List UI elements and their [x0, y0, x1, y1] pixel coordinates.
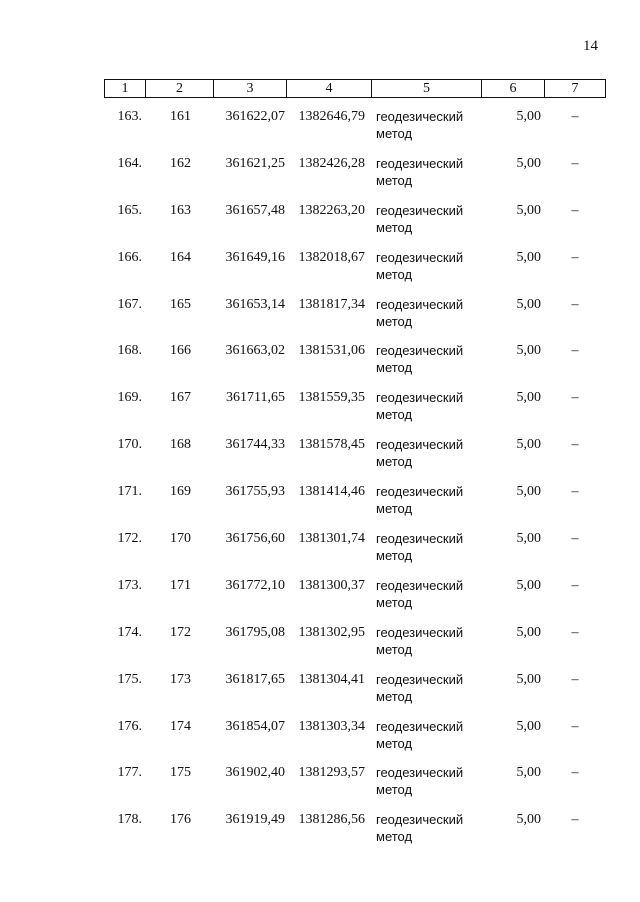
- accuracy: 5,00: [516, 718, 541, 734]
- note: –: [571, 671, 579, 687]
- coordinate-x: 361919,49: [225, 812, 285, 828]
- table-row: [0, 108, 640, 155]
- coordinate-y: 1381304,41: [298, 671, 365, 687]
- header-cell-3: 3: [214, 80, 287, 98]
- table-row: [0, 764, 640, 811]
- accuracy: 5,00: [516, 437, 541, 453]
- accuracy: 5,00: [516, 765, 541, 781]
- header-cell-5: 5: [372, 80, 482, 98]
- point-number: 173: [170, 671, 191, 687]
- header-row: [105, 80, 606, 98]
- accuracy: 5,00: [516, 202, 541, 218]
- row-number: 164.: [117, 155, 142, 171]
- row-number: 178.: [117, 812, 142, 828]
- coordinate-x: 361621,25: [225, 155, 285, 171]
- coordinate-x: 361902,40: [225, 765, 285, 781]
- row-number: 167.: [117, 296, 142, 312]
- coordinate-x: 361649,16: [225, 249, 285, 265]
- coordinate-table-body: [0, 108, 640, 858]
- table-row: [0, 296, 640, 343]
- coordinate-x: 361817,65: [225, 671, 285, 687]
- header-cell-7: 7: [545, 80, 606, 98]
- note: –: [571, 437, 579, 453]
- method: геодезический метод: [376, 390, 464, 423]
- accuracy: 5,00: [516, 624, 541, 640]
- method: геодезический метод: [376, 624, 464, 657]
- accuracy: 5,00: [516, 296, 541, 312]
- row-number: 169.: [117, 390, 142, 406]
- method: геодезический метод: [376, 577, 464, 610]
- table-row: [0, 483, 640, 530]
- method: геодезический метод: [376, 155, 464, 188]
- accuracy: 5,00: [516, 109, 541, 124]
- header-cell-1: 1: [105, 80, 146, 98]
- coordinate-x: 361711,65: [226, 390, 285, 406]
- method: геодезический метод: [376, 812, 464, 845]
- coordinate-x: 361755,93: [225, 484, 285, 500]
- row-number: 165.: [117, 202, 142, 218]
- note: –: [571, 390, 579, 406]
- row-number: 176.: [117, 718, 142, 734]
- coordinate-y: 1381302,95: [298, 624, 365, 640]
- accuracy: 5,00: [516, 343, 541, 359]
- point-number: 167: [170, 390, 191, 406]
- coordinate-x: 361772,10: [225, 577, 285, 593]
- row-number: 166.: [117, 249, 142, 265]
- coordinate-y: 1381414,46: [298, 484, 365, 500]
- table-row: [0, 155, 640, 202]
- point-number: 164: [170, 249, 191, 265]
- method: геодезический метод: [376, 765, 464, 798]
- coordinate-y: 1382426,28: [298, 155, 365, 171]
- point-number: 165: [170, 296, 191, 312]
- table-row: [0, 718, 640, 765]
- coordinate-x: 361657,48: [225, 202, 285, 218]
- note: –: [571, 765, 579, 781]
- coordinate-y: 1382263,20: [298, 202, 365, 218]
- note: –: [571, 577, 579, 593]
- method: геодезический метод: [376, 343, 464, 376]
- note: –: [571, 296, 579, 312]
- method: геодезический метод: [376, 296, 464, 329]
- point-number: 174: [170, 718, 191, 734]
- header-cell-2: 2: [146, 80, 214, 98]
- point-number: 162: [170, 155, 191, 171]
- coordinate-x: 361622,07: [225, 109, 285, 124]
- row-number: 174.: [117, 624, 142, 640]
- note: –: [571, 812, 579, 828]
- table-row: [0, 389, 640, 436]
- note: –: [571, 109, 579, 124]
- note: –: [571, 249, 579, 265]
- table-row: [0, 202, 640, 249]
- accuracy: 5,00: [516, 484, 541, 500]
- coordinate-y: 1382018,67: [298, 249, 365, 265]
- point-number: 163: [170, 202, 191, 218]
- coordinate-y: 1381293,57: [298, 765, 365, 781]
- accuracy: 5,00: [516, 155, 541, 171]
- row-number: 163.: [117, 109, 142, 124]
- coordinate-y: 1381531,06: [298, 343, 365, 359]
- table-row: [0, 811, 640, 858]
- header-cell-6: 6: [482, 80, 545, 98]
- accuracy: 5,00: [516, 249, 541, 265]
- coordinate-y: 1381303,34: [298, 718, 365, 734]
- row-number: 170.: [117, 437, 142, 453]
- row-number: 171.: [117, 484, 142, 500]
- coordinate-y: 1381286,56: [298, 812, 365, 828]
- method: геодезический метод: [376, 109, 464, 141]
- row-number: 172.: [117, 531, 142, 547]
- accuracy: 5,00: [516, 812, 541, 828]
- point-number: 166: [170, 343, 191, 359]
- point-number: 170: [170, 531, 191, 547]
- method: геодезический метод: [376, 671, 464, 704]
- method: геодезический метод: [376, 202, 464, 235]
- table-row: [0, 671, 640, 718]
- method: геодезический метод: [376, 484, 464, 517]
- table-row: [0, 624, 640, 671]
- header-cell-4: 4: [287, 80, 372, 98]
- point-number: 172: [170, 624, 191, 640]
- coordinate-x: 361795,08: [225, 624, 285, 640]
- point-number: 171: [170, 577, 191, 593]
- point-number: 168: [170, 437, 191, 453]
- coordinate-y: 1381578,45: [298, 437, 365, 453]
- note: –: [571, 624, 579, 640]
- accuracy: 5,00: [516, 671, 541, 687]
- row-number: 168.: [117, 343, 142, 359]
- note: –: [571, 531, 579, 547]
- accuracy: 5,00: [516, 390, 541, 406]
- note: –: [571, 718, 579, 734]
- coordinate-x: 361744,33: [225, 437, 285, 453]
- point-number: 176: [170, 812, 191, 828]
- coordinate-y: 1382646,79: [298, 109, 365, 124]
- note: –: [571, 202, 579, 218]
- row-number: 177.: [117, 765, 142, 781]
- accuracy: 5,00: [516, 577, 541, 593]
- method: геодезический метод: [376, 531, 464, 564]
- page-number: 14: [583, 38, 598, 54]
- point-number: 161: [170, 109, 191, 124]
- note: –: [571, 484, 579, 500]
- note: –: [571, 155, 579, 171]
- method: геодезический метод: [376, 718, 464, 751]
- point-number: 169: [170, 484, 191, 500]
- coordinate-x: 361663,02: [225, 343, 285, 359]
- table-row: [0, 530, 640, 577]
- coordinate-y: 1381300,37: [298, 577, 365, 593]
- point-number: 175: [170, 765, 191, 781]
- method: геодезический метод: [376, 437, 464, 470]
- table-row: [0, 436, 640, 483]
- row-number: 173.: [117, 577, 142, 593]
- coordinate-x: 361653,14: [225, 296, 285, 312]
- coordinate-y: 1381817,34: [298, 296, 365, 312]
- row-number: 175.: [117, 671, 142, 687]
- coordinate-x: 361756,60: [225, 531, 285, 547]
- method: геодезический метод: [376, 249, 464, 282]
- table-row: [0, 577, 640, 624]
- coordinate-y: 1381301,74: [298, 531, 365, 547]
- note: –: [571, 343, 579, 359]
- coordinate-y: 1381559,35: [298, 390, 365, 406]
- column-number-header: [104, 79, 606, 98]
- table-row: [0, 342, 640, 389]
- table-row: [0, 249, 640, 296]
- accuracy: 5,00: [516, 531, 541, 547]
- coordinate-x: 361854,07: [225, 718, 285, 734]
